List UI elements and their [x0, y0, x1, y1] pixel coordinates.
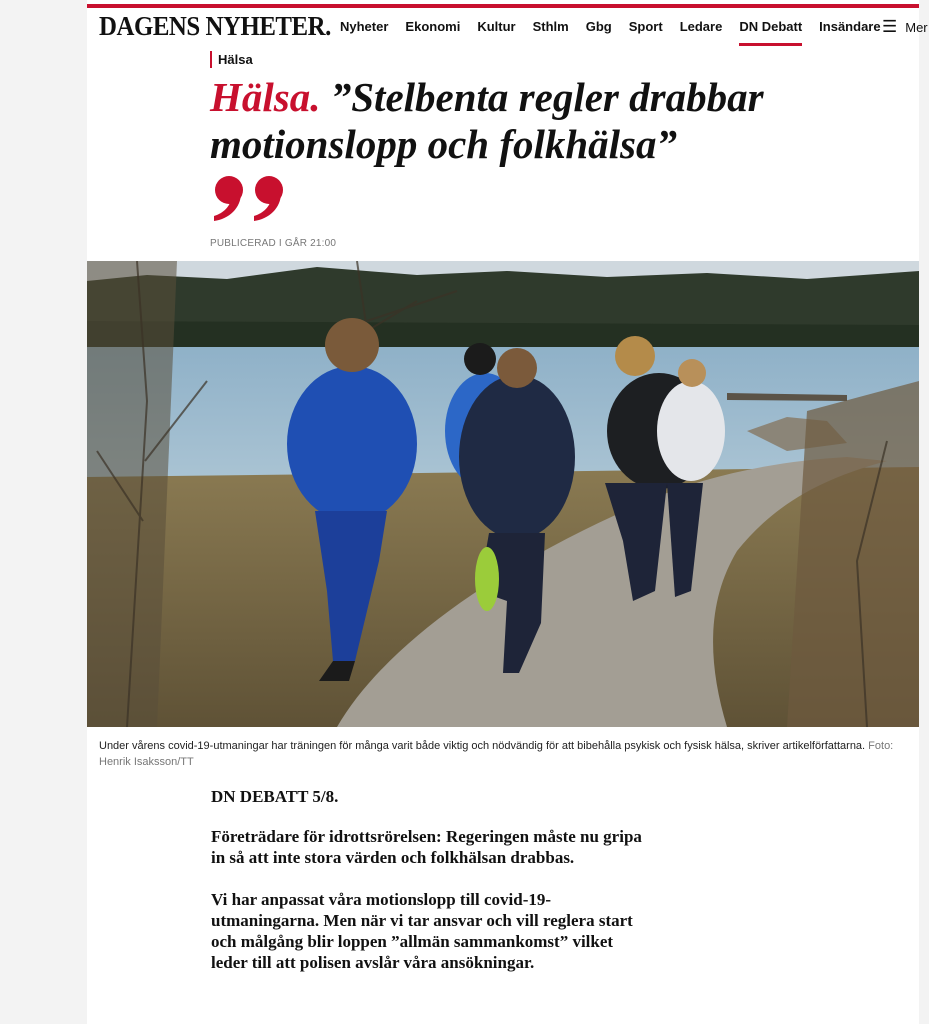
published-timestamp: PUBLICERAD I GÅR 21:00 — [210, 238, 337, 249]
nav-item-sport[interactable]: Sport — [628, 19, 663, 34]
hamburger-icon: ☰ — [882, 17, 898, 36]
image-caption-text: Under vårens covid-19-utmaningar har träningen för många varit både viktig och nödvändig för att bibehålla psykisk och fysisk hälsa, skriver artikelförfattarna. — [99, 740, 866, 752]
site-header — [87, 8, 929, 46]
nav-item-kultur[interactable]: Kultur — [477, 19, 516, 34]
quote-icon — [210, 175, 290, 223]
more-menu-button[interactable] — [882, 8, 928, 46]
article-page — [87, 0, 928, 1024]
main-nav — [340, 8, 898, 46]
article-lead-paragraph: Företrädare för idrottsrörelsen: Regeringen måste nu gripa in så att inte stora värden och folkhälsan drabbas. — [211, 827, 642, 867]
article-paragraph: Vi har anpassat våra motionslopp till covid-19-utmaningarna. Men när vi tar ansvar och vill reglera start och målgång blir loppen ”allmän sammankomst” vilket leder till att polisen avslår våra ansökningar. — [211, 890, 633, 972]
nav-item-nyheter[interactable]: Nyheter — [340, 19, 389, 34]
nav-item-sthlm[interactable]: Sthlm — [532, 19, 569, 34]
hero-image-runners[interactable] — [87, 261, 919, 727]
article-headline — [210, 74, 830, 168]
section-tag-link[interactable]: Hälsa — [210, 51, 253, 68]
nav-item-insandare[interactable]: Insändare — [819, 19, 881, 34]
image-credit: Foto: Henrik Isaksson/TT — [99, 740, 894, 768]
debate-series-label: DN DEBATT 5/8. — [211, 787, 339, 806]
nav-item-dn-debatt[interactable]: DN Debatt — [739, 8, 802, 46]
image-caption — [99, 738, 909, 770]
article-body — [211, 786, 651, 994]
headline-kicker: Hälsa. — [210, 74, 321, 120]
headline-title: ”Stelbenta regler drabbar motionslopp och folkhälsa” — [210, 74, 764, 167]
nav-item-ledare[interactable]: Ledare — [679, 19, 723, 34]
nav-item-gbg[interactable]: Gbg — [585, 19, 612, 34]
more-menu-label: Mer — [905, 19, 928, 35]
nav-item-ekonomi[interactable]: Ekonomi — [405, 19, 461, 34]
site-logo[interactable]: DAGENS NYHETER. — [99, 11, 331, 41]
